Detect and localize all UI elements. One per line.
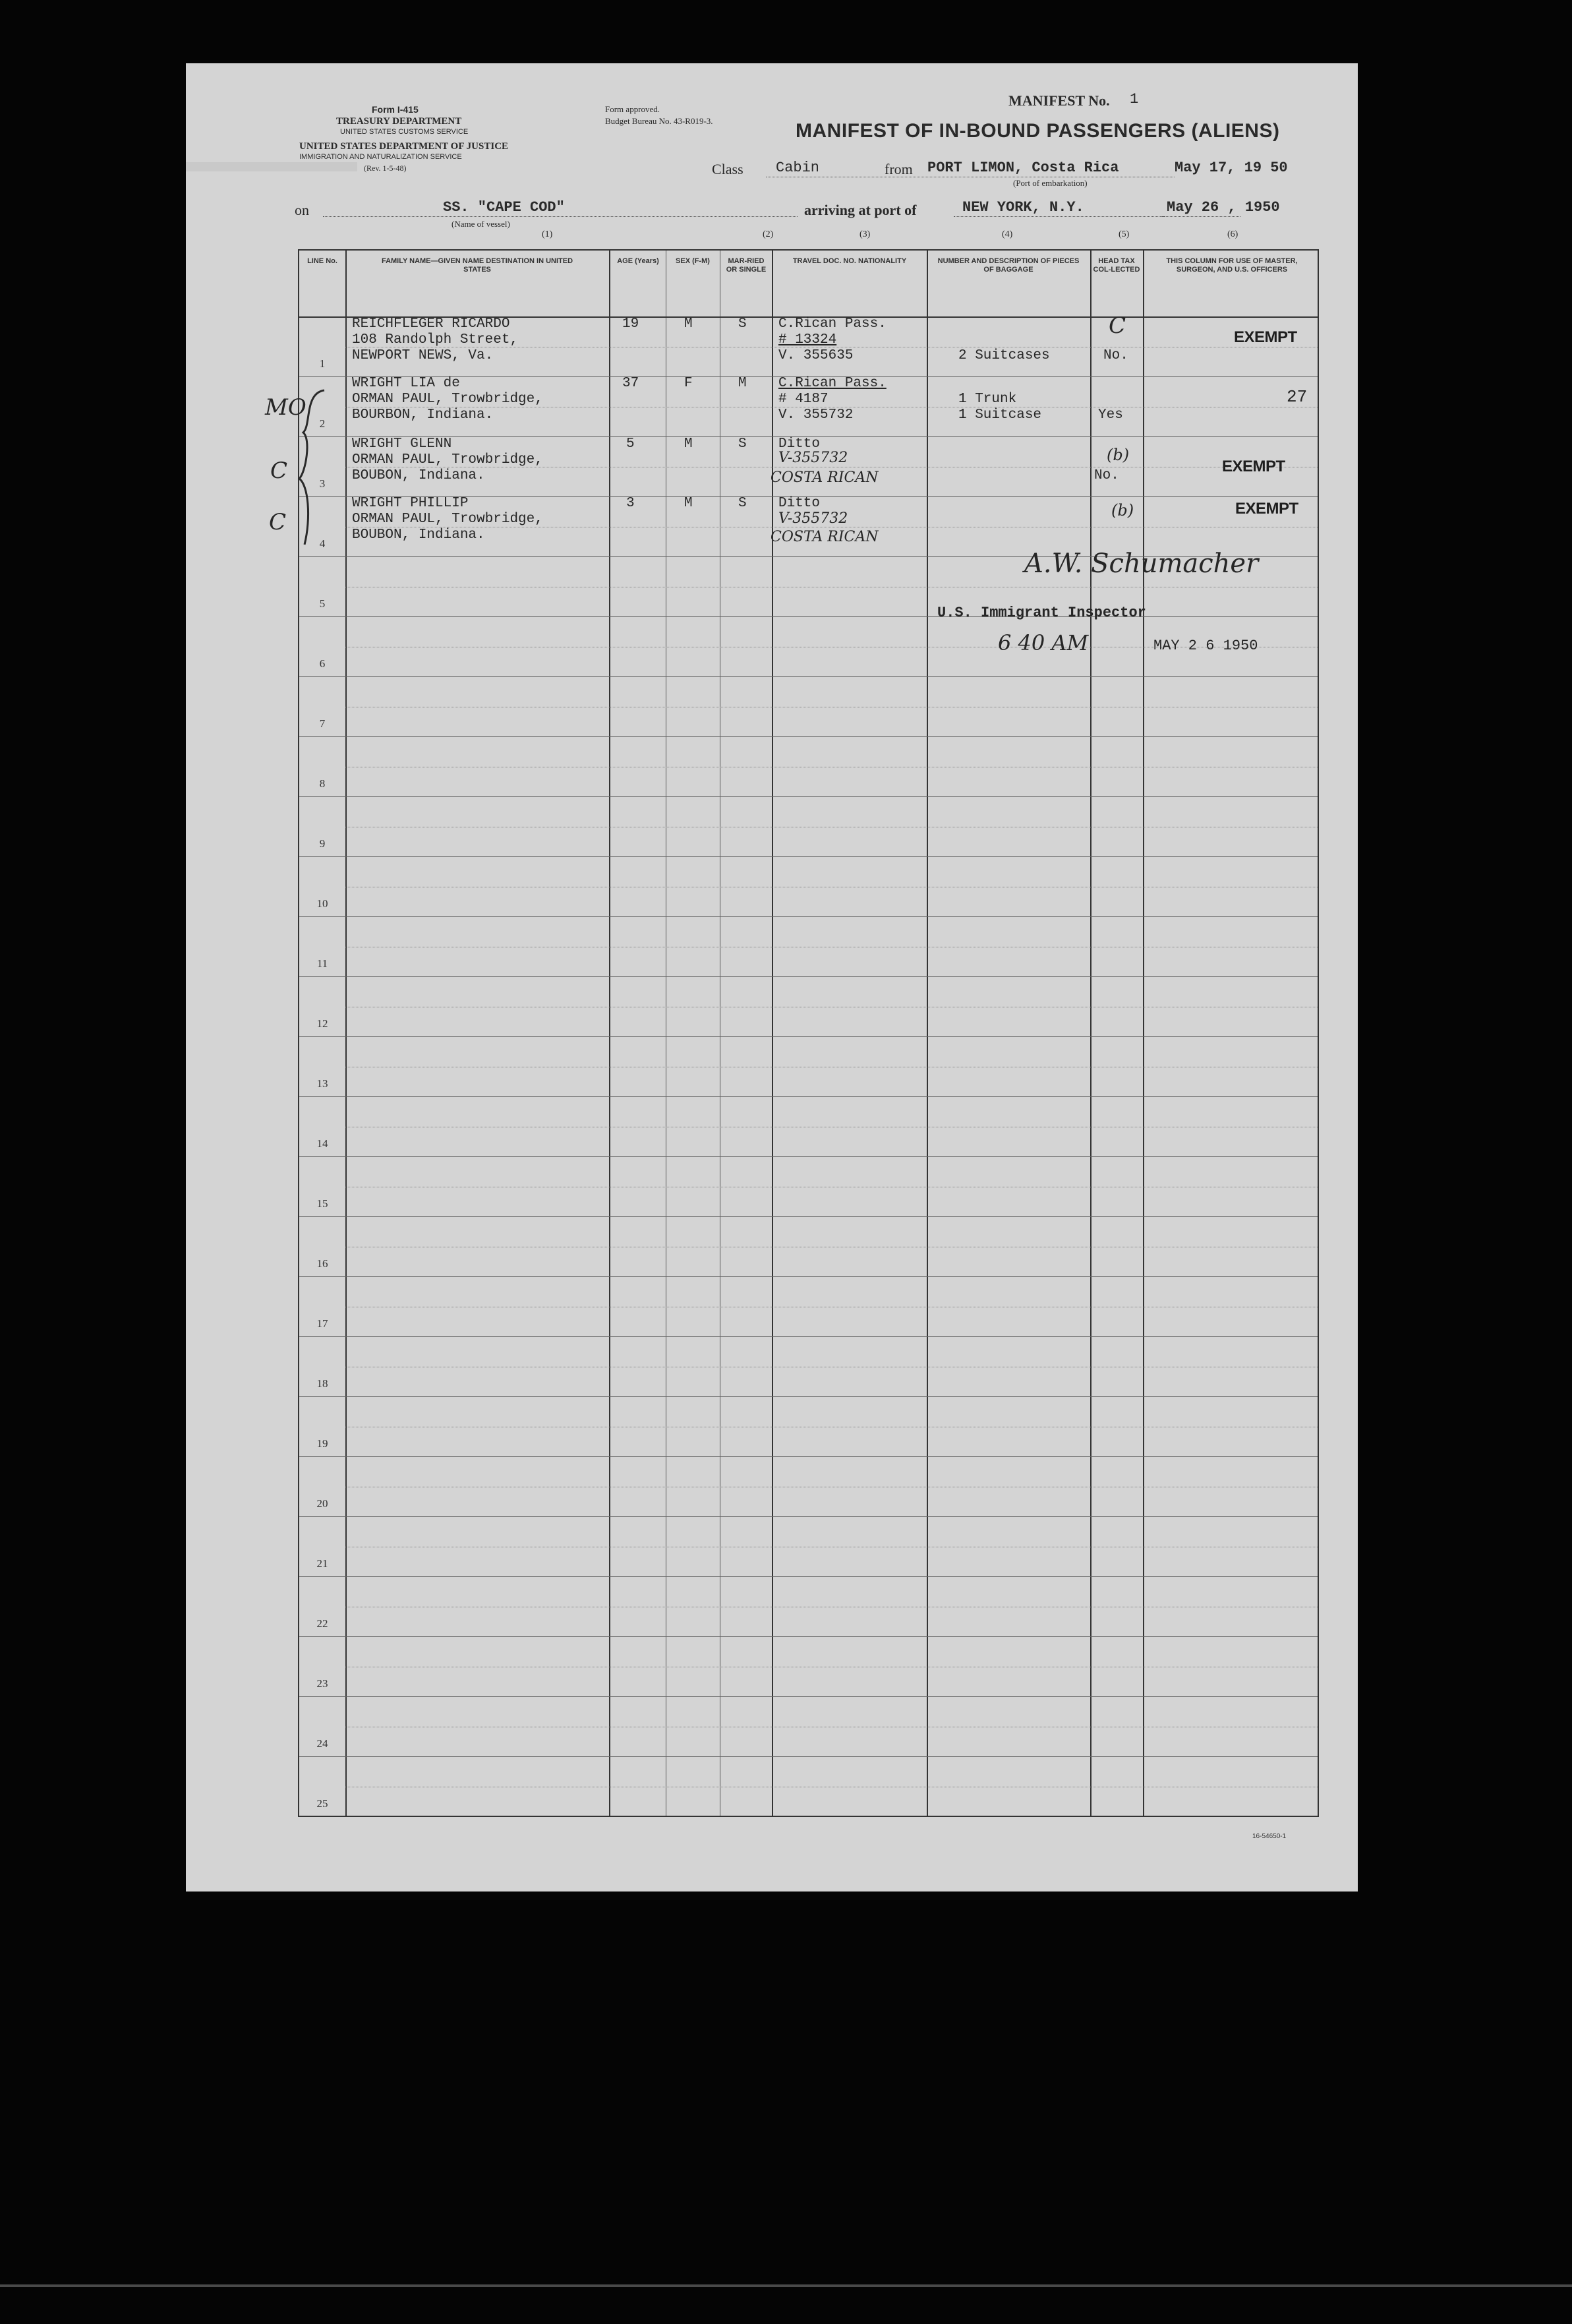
- column-number: (1): [542, 229, 553, 239]
- column-header-travel-doc: TRAVEL DOC. NO. NATIONALITY: [792, 257, 907, 265]
- nationality-handwritten: COSTA RICAN: [771, 469, 879, 486]
- margin-note: C: [270, 458, 288, 484]
- port-of-embarkation-value: PORT LIMON, Costa Rica: [927, 160, 1119, 176]
- travel-doc: # 13324: [778, 332, 837, 347]
- bracket-mark: [291, 386, 331, 551]
- line-number: 20: [316, 1497, 328, 1510]
- margin-note: C: [269, 509, 287, 535]
- passenger-destination: BOUBON, Indiana.: [352, 527, 485, 543]
- form-number: Form I-415: [372, 104, 419, 115]
- travel-doc: C.Rican Pass.: [778, 376, 887, 391]
- passenger-age: 37: [622, 376, 639, 391]
- head-tax-mark: (b): [1111, 501, 1134, 520]
- line-number: 18: [316, 1377, 328, 1390]
- manifest-table: [298, 249, 1319, 1817]
- manifest-page: [186, 63, 1358, 1892]
- passenger-destination: ORMAN PAUL, Trowbridge,: [352, 512, 543, 527]
- embarkation-date: May 17, 19 50: [1175, 160, 1288, 176]
- footer-code: 16-54650-1: [1252, 1833, 1287, 1840]
- nationality-handwritten: COSTA RICAN: [771, 529, 879, 545]
- passenger-name: WRIGHT GLENN: [352, 436, 452, 452]
- scan-edge-line: [0, 2284, 1572, 2287]
- head-tax-mark: (b): [1107, 446, 1130, 464]
- head-tax: Yes: [1098, 407, 1123, 423]
- line-number: 5: [319, 597, 326, 610]
- passenger-age: 3: [626, 496, 635, 511]
- line-number: 2: [319, 417, 326, 430]
- line-number: 3: [319, 477, 326, 490]
- line-number: 21: [316, 1557, 328, 1570]
- officer-stamp: EXEMPT: [1234, 328, 1297, 346]
- passenger-age: 5: [626, 436, 635, 452]
- line-number: 11: [316, 957, 328, 970]
- treasury-department: TREASURY DEPARTMENT: [336, 116, 462, 127]
- line-number: 13: [316, 1077, 328, 1090]
- line-number: 10: [316, 897, 328, 910]
- inspector-signature: A.W. Schumacher: [1024, 549, 1259, 579]
- document-title: MANIFEST OF IN-BOUND PASSENGERS (ALIENS): [796, 120, 1280, 142]
- line-number: 14: [316, 1137, 328, 1150]
- passenger-destination: ORMAN PAUL, Trowbridge,: [352, 452, 543, 467]
- travel-doc: V. 355732: [778, 407, 854, 423]
- port-of-embarkation-caption: (Port of embarkation): [1013, 178, 1088, 188]
- officer-note: 27: [1287, 387, 1308, 407]
- passenger-married: S: [738, 496, 747, 511]
- passenger-destination: NEWPORT NEWS, Va.: [352, 348, 494, 363]
- class-value: Cabin: [776, 160, 820, 176]
- line-number: 15: [316, 1197, 328, 1210]
- manifest-number-label: MANIFEST No.: [1008, 92, 1110, 109]
- arriving-label: arriving at port of: [804, 202, 917, 218]
- line-number: 17: [316, 1317, 328, 1330]
- column-header-baggage: NUMBER AND DESCRIPTION OF PIECES OF BAGGAGE: [937, 257, 1080, 274]
- column-number: (2): [763, 229, 774, 239]
- passenger-name: WRIGHT LIA de: [352, 376, 460, 391]
- inspector-title: U.S. Immigrant Inspector: [937, 605, 1146, 621]
- line-number: 8: [319, 777, 326, 790]
- officer-stamp: EXEMPT: [1235, 500, 1298, 518]
- baggage: 2 Suitcases: [958, 348, 1050, 363]
- line-number: 12: [316, 1017, 328, 1030]
- margin-note: MO: [265, 394, 306, 421]
- line-number: 24: [316, 1737, 328, 1750]
- class-label: Class: [712, 161, 743, 177]
- passenger-destination: 108 Randolph Street,: [352, 332, 519, 347]
- line-number: 19: [316, 1437, 328, 1450]
- vessel-name: SS. "CAPE COD": [443, 199, 565, 216]
- from-label: from: [885, 161, 913, 177]
- budget-bureau-number: Budget Bureau No. 43-R019-3.: [605, 116, 713, 126]
- baggage: 1 Trunk: [958, 392, 1017, 407]
- travel-doc: C.Rican Pass.: [778, 316, 887, 332]
- passenger-sex: M: [684, 316, 693, 332]
- passenger-sex: M: [684, 496, 693, 511]
- column-number: (5): [1119, 229, 1130, 239]
- line-number: 6: [319, 657, 326, 670]
- line-number: 23: [316, 1677, 328, 1690]
- column-header-married: MAR-RIED OR SINGLE: [726, 257, 767, 274]
- passenger-destination: BOUBON, Indiana.: [352, 468, 485, 483]
- column-header-line: LINE No.: [307, 257, 337, 265]
- line-number: 7: [319, 717, 326, 730]
- customs-service: UNITED STATES CUSTOMS SERVICE: [340, 128, 469, 136]
- column-number: (3): [859, 229, 871, 239]
- column-header-head-tax: HEAD TAX COL-LECTED: [1093, 257, 1140, 274]
- on-label: on: [295, 202, 309, 218]
- department-of-justice: UNITED STATES DEPARTMENT OF JUSTICE: [299, 141, 509, 152]
- passenger-married: M: [738, 376, 747, 391]
- passenger-sex: F: [684, 376, 693, 391]
- column-header-age: AGE (Years): [617, 257, 659, 265]
- travel-doc-handwritten: V-355732: [778, 510, 848, 527]
- column-number: (6): [1227, 229, 1238, 239]
- passenger-name: WRIGHT PHILLIP: [352, 496, 469, 511]
- manifest-number-value: 1: [1130, 91, 1139, 107]
- head-tax-mark: C: [1109, 313, 1126, 339]
- column-number: (4): [1002, 229, 1013, 239]
- arrival-date: May 26 , 1950: [1167, 199, 1280, 216]
- line-number: 1: [319, 357, 326, 370]
- revision-date: (Rev. 1-5-48): [364, 164, 407, 173]
- column-header-name: FAMILY NAME—GIVEN NAME DESTINATION IN UNITED STATES: [381, 257, 573, 274]
- passenger-age: 19: [622, 316, 639, 332]
- travel-doc: # 4187: [778, 392, 829, 407]
- column-numbers: [186, 229, 1358, 241]
- baggage: 1 Suitcase: [958, 407, 1042, 423]
- travel-doc-handwritten: V-355732: [778, 450, 848, 466]
- immigration-service: IMMIGRATION AND NATURALIZATION SERVICE: [299, 153, 462, 161]
- head-tax: No.: [1094, 468, 1119, 483]
- passenger-married: S: [738, 316, 747, 332]
- passenger-married: S: [738, 436, 747, 452]
- form-approved: Form approved.: [605, 104, 660, 114]
- column-header-sex: SEX (F-M): [676, 257, 710, 265]
- line-number: 25: [316, 1797, 328, 1810]
- line-number: 9: [319, 837, 326, 850]
- travel-doc: Ditto: [778, 496, 821, 511]
- travel-doc: Ditto: [778, 436, 821, 452]
- travel-doc: V. 355635: [778, 348, 854, 363]
- inspection-time: 6 40 AM: [998, 630, 1089, 655]
- officer-stamp: EXEMPT: [1222, 458, 1285, 475]
- passenger-name: REICHFLEGER RICARDO: [352, 316, 510, 332]
- passenger-destination: ORMAN PAUL, Trowbridge,: [352, 392, 543, 407]
- arrival-port: NEW YORK, N.Y.: [962, 199, 1084, 216]
- passenger-sex: M: [684, 436, 693, 452]
- line-number: 22: [316, 1617, 328, 1630]
- column-header-officers: THIS COLUMN FOR USE OF MASTER, SURGEON, AND U.S. OFFICERS: [1166, 257, 1298, 274]
- inspection-date-stamp: MAY 2 6 1950: [1153, 638, 1258, 654]
- line-number: 4: [319, 537, 326, 550]
- passenger-destination: BOURBON, Indiana.: [352, 407, 494, 423]
- bleed-through-artifact: [186, 162, 357, 171]
- head-tax: No.: [1103, 348, 1128, 363]
- vessel-caption: (Name of vessel): [451, 219, 510, 229]
- line-number: 16: [316, 1257, 328, 1270]
